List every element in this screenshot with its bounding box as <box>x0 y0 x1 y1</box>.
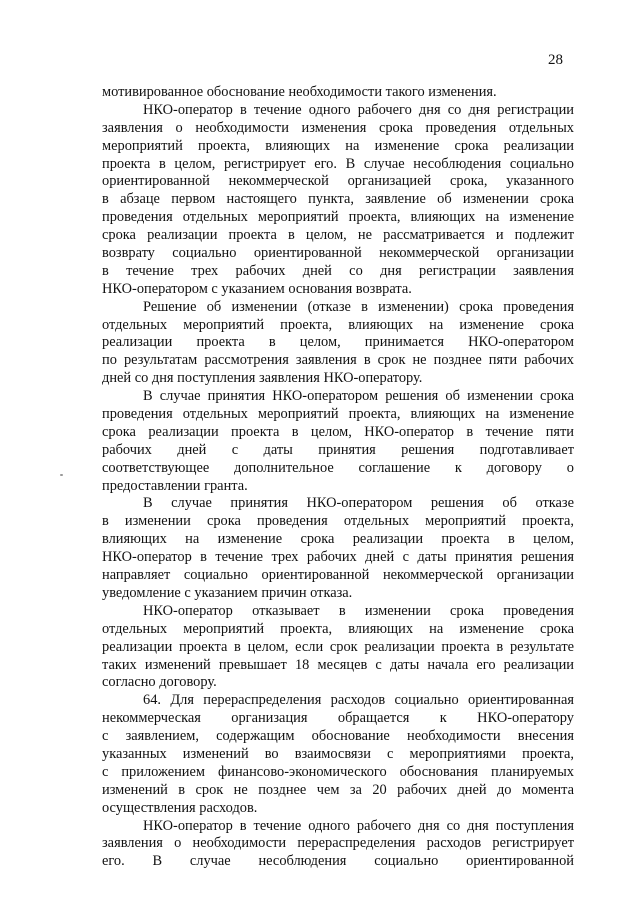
text-line: направляет социально ориентированной некоммерческой организации <box>102 567 574 584</box>
text-line: указанных изменений во взаимосвязи с мероприятиями проекта, <box>102 745 574 762</box>
text-line: изменений в срок не позднее чем за 20 рабочих дней до момента <box>102 781 574 798</box>
text-line: его. В случае несоблюдения социально ориентированной <box>102 853 574 870</box>
text-line: таких изменений превышает 18 месяцев с даты начала его реализации <box>102 656 574 673</box>
text-line: уведомление с указанием причин отказа. <box>102 584 353 601</box>
text-line: В случае принятия НКО-оператором решения об отказе <box>143 495 574 512</box>
text-line: реализации проекта в целом, если срок реализации проекта в результате <box>102 638 574 655</box>
text-line: реализации проекта в целом, принимается НКО-оператором <box>102 334 574 351</box>
text-line: соответствующее дополнительное соглашение к договору о <box>102 459 574 476</box>
text-line: НКО-оператор отказывает в изменении срока проведения <box>143 602 574 619</box>
text-line: возврату социально ориентированной некоммерческой организации <box>102 245 574 262</box>
text-line: проведения отдельных мероприятий проекта, влияющих на изменение <box>102 209 574 226</box>
text-line: рабочих дней с даты принятия решения подготавливает <box>102 441 574 458</box>
text-line: осуществления расходов. <box>102 799 258 816</box>
text-line: проведения отдельных мероприятий проекта, влияющих на изменение <box>102 406 574 423</box>
text-line: отдельных мероприятий проекта, влияющих на изменение срока <box>102 316 574 333</box>
text-line: отдельных мероприятий проекта, влияющих на изменение срока <box>102 620 574 637</box>
text-line: по результатам рассмотрения заявления в срок не позднее пяти рабочих <box>102 352 574 369</box>
text-line: мотивированное обоснование необходимости такого изменения. <box>102 84 497 100</box>
text-line: с приложением финансово-экономического обоснования планируемых <box>102 763 574 780</box>
document-body <box>102 84 574 871</box>
text-line: срока реализации проекта в целом, НКО-оператор в течение пяти <box>102 423 574 440</box>
text-line: заявления о необходимости перераспределения расходов регистрирует <box>102 835 574 852</box>
text-line: предоставлении гранта. <box>102 477 248 494</box>
text-line: НКО-оператор в течение одного рабочего дня со дня поступления <box>143 817 574 834</box>
text-line: мероприятий проекта, влияющих на изменение срока реализации <box>102 137 574 154</box>
text-line: Решение об изменении (отказе в изменении) срока проведения <box>143 298 574 315</box>
text-line: дней со дня поступления заявления НКО-оператору. <box>102 370 423 387</box>
text-line: согласно договору. <box>102 674 217 691</box>
text-line: В случае принятия НКО-оператором решения об изменении срока <box>143 388 574 405</box>
text-line: НКО-оператор в течение трех рабочих дней с даты принятия решения <box>102 549 574 566</box>
scan-artifact <box>60 474 63 476</box>
text-line: заявления о необходимости изменения срока проведения отдельных <box>102 119 574 136</box>
text-line: некоммерческая организация обращается к НКО-оператору <box>102 710 574 727</box>
text-line: НКО-оператор в течение одного рабочего дня со дня регистрации <box>143 101 574 118</box>
text-line: в изменении срока проведения отдельных мероприятий проекта, <box>102 513 574 530</box>
text-line: срока реализации проекта в целом, не рассматривается и подлежит <box>102 227 574 244</box>
text-line: НКО-оператором с указанием основания возврата. <box>102 280 412 297</box>
text-line: ориентированной некоммерческой организацией срока, указанного <box>102 173 574 190</box>
page-number: 28 <box>548 52 563 68</box>
text-line: проекта в целом, регистрирует его. В случае несоблюдения социально <box>102 155 574 172</box>
text-line: в абзаце первом настоящего пункта, заявление об изменении срока <box>102 191 574 208</box>
text-line: в течение трех рабочих дней со дня регистрации заявления <box>102 262 574 279</box>
text-line: влияющих на изменение срока реализации проекта в целом, <box>102 531 574 548</box>
text-line: 64. Для перераспределения расходов социально ориентированная <box>143 692 574 709</box>
text-line: с заявлением, содержащим обоснование необходимости внесения <box>102 728 574 745</box>
